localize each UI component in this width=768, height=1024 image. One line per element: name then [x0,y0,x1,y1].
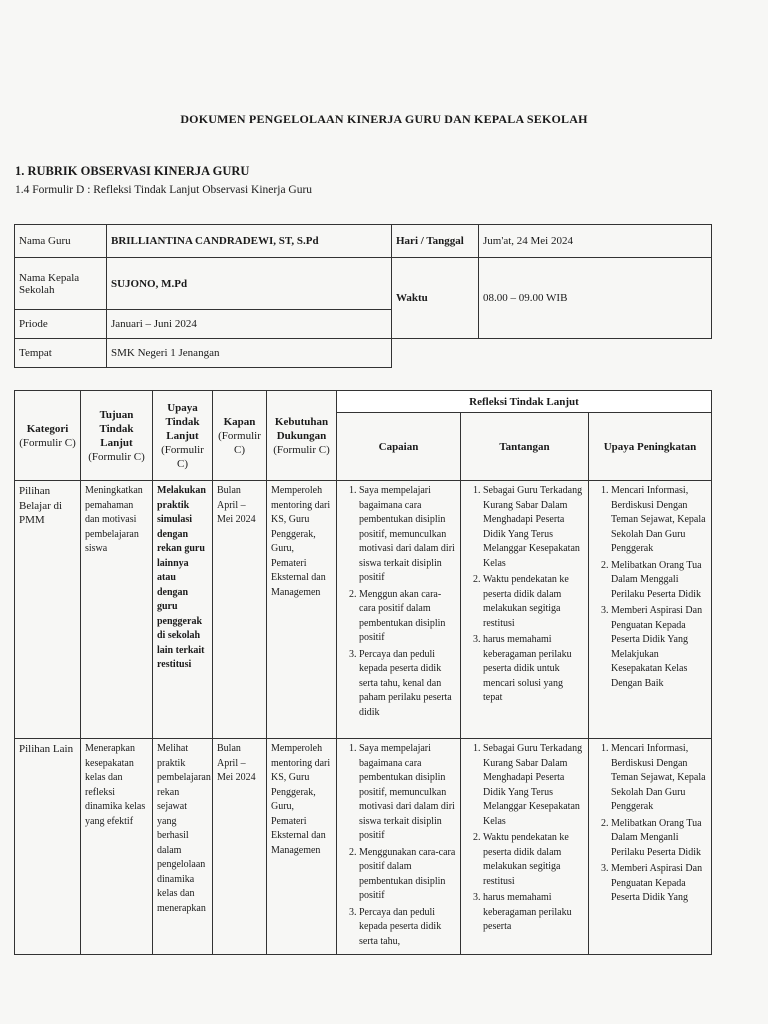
form-subtitle: 1.4 Formulir D : Refleksi Tindak Lanjut Observasi Kinerja Guru [15,184,313,196]
list-item: 1. Sebagai Guru Terkadang Kurang Sabar Dalam Menghadapi Peserta Didik Yang Terus Melanggar Kesepakatan Kelas [483,484,584,571]
list-item: 2. Melibatkan Orang Tua Dalam Menggali Perilaku Peserta Didik [611,559,707,603]
waktu-label: Waktu [392,258,479,339]
header-kapan: Kapan (Formulir C) [213,391,267,481]
row-capaian [337,481,461,739]
hari-label: Hari / Tanggal [392,225,479,258]
row-tantangan [461,739,589,955]
list-item: 3. Memberi Aspirasi Dan Penguatan Kepada Peserta Didik Yang [611,862,707,906]
header-kategori: Kategori (Formulir C) [15,391,81,481]
row-kebutuhan: Memperoleh mentoring dari KS, Guru Penggerak, Guru, Pemateri Eksternal dan Managemen [267,481,337,739]
reflection-table [14,390,712,955]
list-item: 1. Sebagai Guru Terkadang Kurang Sabar Dalam Menghadapi Peserta Didik Yang Terus Melanggar Kesepakatan Kelas [483,742,584,829]
list-item: 2. Menggunakan cara-cara positif dalam pembentukan disiplin positif [359,846,456,904]
header-upaya: Upaya Tindak Lanjut (Formulir C) [153,391,213,481]
list-item: 1. Saya mempelajari bagaimana cara pembentukan disiplin positif, memunculkan motivasi dari dalam diri siswa terkait disiplin positif [359,484,456,586]
row-tantangan [461,481,589,739]
row-kebutuhan: Memperoleh mentoring dari KS, Guru Penggerak, Guru, Pemateri Eksternal dan Managemen [267,739,337,955]
page-title: DOKUMEN PENGELOLAAN KINERJA GURU DAN KEPALA SEKOLAH [180,112,588,126]
waktu-value: 08.00 – 09.00 WIB [479,258,712,339]
row-capaian [337,739,461,955]
header-capaian: Capaian [337,413,461,481]
kepala-value: SUJONO, M.Pd [107,258,392,310]
row-kapan: Bulan April – Mei 2024 [213,481,267,739]
header-refleksi: Refleksi Tindak Lanjut [337,391,712,413]
periode-label: Priode [15,310,107,339]
list-item: 2. Menggun akan cara-cara positif dalam pembentukan disiplin positif [359,588,456,646]
row-peningkatan [589,739,712,955]
list-item: 3. Percaya dan peduli kepada peserta didik serta tahu, [359,906,456,950]
section-title: 1. RUBRIK OBSERVASI KINERJA GURU [15,164,250,178]
list-item: 2. Waktu pendekatan ke peserta didik dalam melakukan segitiga restitusi [483,573,584,631]
row-peningkatan [589,481,712,739]
info-empty-cell [392,339,712,368]
kepala-label: Nama Kepala Sekolah [15,258,107,310]
nama-guru-value: BRILLIANTINA CANDRADEWI, ST, S.Pd [107,225,392,258]
tempat-label: Tempat [15,339,107,368]
info-table [14,224,712,368]
header-peningkatan: Upaya Peningkatan [589,413,712,481]
list-item: 2. Waktu pendekatan ke peserta didik dalam melakukan segitiga restitusi [483,831,584,889]
row-tujuan: Meningkatkan pemahaman dan motivasi pembelajaran siswa [81,481,153,739]
header-tujuan: Tujuan Tindak Lanjut (Formulir C) [81,391,153,481]
table-row [15,739,712,955]
nama-guru-label: Nama Guru [15,225,107,258]
tempat-value: SMK Negeri 1 Jenangan [107,339,392,368]
periode-value: Januari – Juni 2024 [107,310,392,339]
row-tujuan: Menerapkan kesepakatan kelas dan refleksi dinamika kelas yang efektif [81,739,153,955]
table-row [15,481,712,739]
row-upaya: Melakukan praktik simulasi dengan rekan guru lainnya atau dengan guru penggerak di sekolah lain terkait restitusi [153,481,213,739]
header-kebutuhan: Kebutuhan Dukungan (Formulir C) [267,391,337,481]
list-item: 3. harus memahami keberagaman perilaku peserta [483,891,584,935]
list-item: 1. Saya mempelajari bagaimana cara pembentukan disiplin positif, memunculkan motivasi dari dalam diri siswa terkait disiplin positif [359,742,456,844]
list-item: 3. Percaya dan peduli kepada peserta didik serta tahu, kenal dan paham perilaku peserta didik [359,648,456,721]
row-kapan: Bulan April – Mei 2024 [213,739,267,955]
list-item: 1. Mencari Informasi, Berdiskusi Dengan Teman Sejawat, Kepala Sekolah Dan Guru Penggerak [611,484,707,557]
list-item: 3. Memberi Aspirasi Dan Penguatan Kepada Peserta Didik Yang Melakjukan Kesepakatan Kelas Dengan Baik [611,604,707,691]
list-item: 2. Melibatkan Orang Tua Dalam Menganli Perilaku Peserta Didik [611,817,707,861]
header-tantangan: Tantangan [461,413,589,481]
list-item: 3. harus memahami keberagaman perilaku peserta didik untuk mencari solusi yang tepat [483,633,584,706]
row-upaya: Melihat praktik pembelajaran rekan sejawat yang berhasil dalam pengelolaan dinamika kelas dan menerapkan [153,739,213,955]
row-kategori: Pilihan Lain [15,739,81,955]
list-item: 1. Mencari Informasi, Berdiskusi Dengan Teman Sejawat, Kepala Sekolah Dan Guru Penggerak [611,742,707,815]
row-kategori: Pilihan Belajar di PMM [15,481,81,739]
hari-value: Jum'at, 24 Mei 2024 [479,225,712,258]
